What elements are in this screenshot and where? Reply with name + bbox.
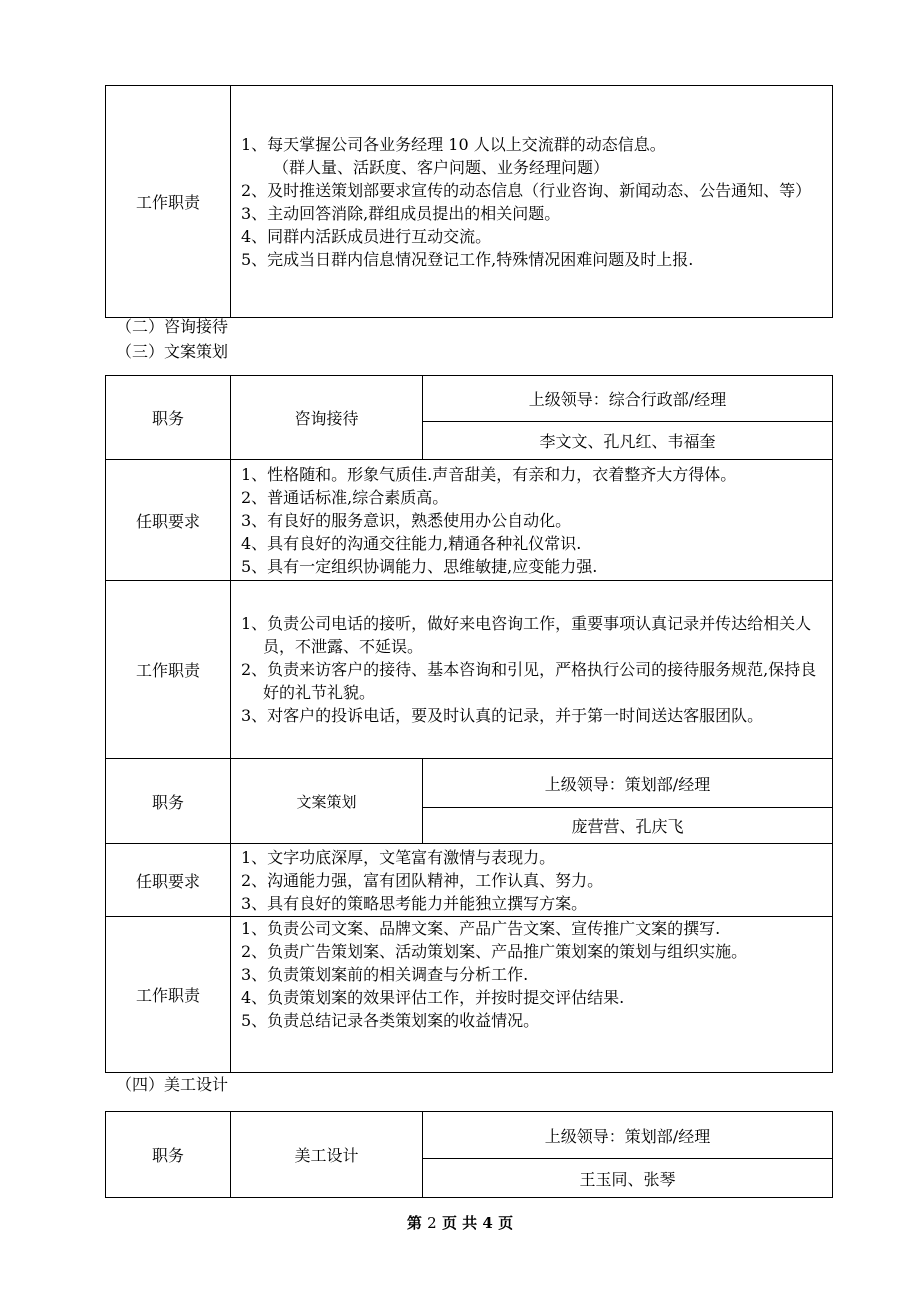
design-table bbox=[105, 1111, 833, 1198]
responsibility-label: 工作职责 bbox=[106, 581, 231, 759]
requirements-label: 任职要求 bbox=[106, 460, 231, 581]
list-item: 3、负责策划案前的相关调查与分析工作. bbox=[241, 965, 529, 984]
list-item: 5、负责总结记录各类策划案的收益情况。 bbox=[241, 1011, 540, 1030]
footer-prefix: 第 bbox=[406, 1214, 422, 1232]
duty-value: 美工设计 bbox=[231, 1112, 423, 1198]
responsibility-list bbox=[231, 86, 833, 318]
duty-value: 咨询接待 bbox=[231, 376, 423, 460]
list-item: 1、负责公司文案、品牌文案、产品广告文案、宣传推广文案的撰写. bbox=[241, 919, 721, 938]
responsibility-list bbox=[231, 581, 833, 759]
list-item: 3、具有良好的策略思考能力并能独立撰写方案。 bbox=[241, 893, 588, 913]
list-item: 1、性格随和。形象气质佳.声音甜美，有亲和力，衣着整齐大方得体。 bbox=[241, 464, 737, 484]
list-item: 4、负责策划案的效果评估工作，并按时提交评估结果. bbox=[241, 988, 625, 1007]
staff-names: 王玉同、张琴 bbox=[423, 1159, 833, 1198]
footer-suffix: 页 bbox=[498, 1214, 514, 1232]
list-item: 2、沟通能力强，富有团队精神，工作认真、努力。 bbox=[241, 870, 604, 890]
list-item: 5、完成当日群内信息情况登记工作,特殊情况困难问题及时上报. bbox=[241, 249, 694, 269]
duty-label: 职务 bbox=[106, 759, 231, 844]
list-item: 1、每天掌握公司各业务经理 10 人以上交流群的动态信息。 bbox=[241, 134, 666, 154]
page-number: 2 bbox=[427, 1214, 437, 1232]
responsibility-label: 工作职责 bbox=[106, 86, 231, 318]
section-heading: （二）咨询接待 bbox=[116, 317, 229, 336]
staff-names: 庞营营、孔庆飞 bbox=[423, 808, 833, 844]
list-item: 2、负责来访客户的接待、基本咨询和引见，严格执行公司的接待服务规范,保持良好的礼节礼貌。 bbox=[241, 660, 817, 702]
list-item: 2、负责广告策划案、活动策划案、产品推广策划案的策划与组织实施。 bbox=[241, 942, 748, 961]
list-item: 4、具有良好的沟通交往能力,精通各种礼仪常识. bbox=[241, 533, 582, 553]
list-item: 5、具有一定组织协调能力、思维敏捷,应变能力强. bbox=[241, 556, 598, 576]
staff-names: 李文文、孔凡红、韦福奎 bbox=[423, 422, 833, 460]
list-item: 2、及时推送策划部要求宣传的动态信息（行业咨询、新闻动态、公告通知、等） bbox=[241, 180, 812, 200]
list-item: 1、文字功底深厚，文笔富有激情与表现力。 bbox=[241, 847, 556, 867]
footer-mid: 页 共 bbox=[441, 1214, 478, 1232]
responsibility-list bbox=[231, 917, 833, 1073]
requirements-list bbox=[231, 844, 833, 917]
leader: 上级领导：综合行政部/经理 bbox=[423, 376, 833, 422]
duty-label: 职务 bbox=[106, 376, 231, 460]
copywriting-table bbox=[105, 758, 833, 1073]
page-footer bbox=[0, 1212, 920, 1233]
section-heading: （三）文案策划 bbox=[116, 342, 229, 361]
list-item: 3、对客户的投诉电话，要及时认真的记录，并于第一时间送达客服团队。 bbox=[241, 706, 764, 725]
requirements-list bbox=[231, 460, 833, 581]
list-item: 3、有良好的服务意识，熟悉使用办公自动化。 bbox=[241, 510, 572, 530]
list-item: 3、主动回答消除,群组成员提出的相关问题。 bbox=[241, 203, 561, 223]
section-heading: （四）美工设计 bbox=[116, 1075, 229, 1094]
leader: 上级领导：策划部/经理 bbox=[423, 1112, 833, 1159]
list-item: 1、负责公司电话的接听，做好来电咨询工作，重要事项认真记录并传达给相关人员，不泄露、不延误。 bbox=[241, 614, 812, 656]
duty-label: 职务 bbox=[106, 1112, 231, 1198]
list-item: 4、同群内活跃成员进行互动交流。 bbox=[241, 226, 492, 246]
list-item: （群人量、活跃度、客户问题、业务经理问题） bbox=[273, 157, 610, 177]
duty-value: 文案策划 bbox=[231, 759, 423, 844]
responsibility-label: 工作职责 bbox=[106, 917, 231, 1073]
list-item: 2、普通话标准,综合素质高。 bbox=[241, 487, 449, 507]
consult-table bbox=[105, 375, 833, 759]
requirements-label: 任职要求 bbox=[106, 844, 231, 917]
duty-table-1 bbox=[105, 85, 833, 318]
leader: 上级领导：策划部/经理 bbox=[423, 759, 833, 808]
page-total: 4 bbox=[482, 1214, 493, 1232]
